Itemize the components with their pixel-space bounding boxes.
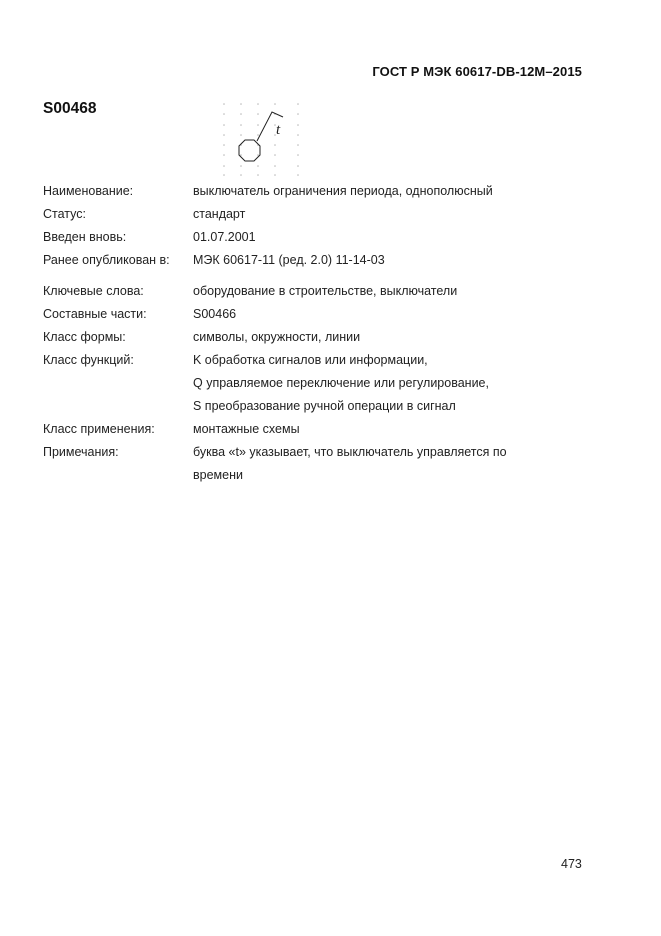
time-limit-switch-symbol-icon xyxy=(218,100,308,178)
field-label: Составные части: xyxy=(43,307,147,321)
field-value-line: S00466 xyxy=(193,307,237,321)
field-value-line: Q управляемое переключение или регулирование, xyxy=(193,376,489,390)
field-value xyxy=(193,418,603,441)
field-status xyxy=(43,203,603,226)
field-value-line: буква «t» указывает, что выключатель управляется по xyxy=(193,445,507,459)
field-name xyxy=(43,180,603,203)
field-value-line: выключатель ограничения периода, однополюсный xyxy=(193,184,493,198)
field-value-line: времени xyxy=(193,468,243,482)
page-number: 473 xyxy=(561,857,582,871)
field-components xyxy=(43,303,603,326)
field-value-line: S преобразование ручной операции в сигнал xyxy=(193,399,456,413)
field-function-class xyxy=(43,349,603,418)
field-label: Класс функций: xyxy=(43,353,134,367)
field-value xyxy=(193,326,603,349)
group-divider xyxy=(43,272,603,280)
field-label: Ранее опубликован в: xyxy=(43,253,170,267)
field-keywords xyxy=(43,280,603,303)
field-value xyxy=(193,226,603,249)
symbol-figure xyxy=(218,100,308,178)
field-value xyxy=(193,180,603,203)
field-notes xyxy=(43,441,603,487)
field-introduced xyxy=(43,226,603,249)
field-shape-class xyxy=(43,326,603,349)
symbol-id: S00468 xyxy=(43,100,97,117)
field-value-line: символы, окружности, линии xyxy=(193,330,361,344)
field-value xyxy=(193,280,603,303)
field-label: Примечания: xyxy=(43,445,119,459)
field-value xyxy=(193,441,603,487)
field-value-line: оборудование в строительстве, выключатели xyxy=(193,284,458,298)
symbol-properties xyxy=(43,180,603,487)
field-value-line: K обработка сигналов или информации, xyxy=(193,353,428,367)
field-value-line: стандарт xyxy=(193,207,246,221)
document-standard-title: ГОСТ Р МЭК 60617-DB-12M–2015 xyxy=(372,64,582,79)
field-label: Класс формы: xyxy=(43,330,126,344)
field-application-class xyxy=(43,418,603,441)
field-value xyxy=(193,203,603,226)
field-label: Введен вновь: xyxy=(43,230,127,244)
field-value xyxy=(193,249,603,272)
field-label: Наименование: xyxy=(43,184,134,198)
field-previously-published xyxy=(43,249,603,272)
symbol-letter-t: t xyxy=(276,122,281,138)
field-value-line: 01.07.2001 xyxy=(193,230,256,244)
field-value-line: монтажные схемы xyxy=(193,422,300,436)
field-label: Класс применения: xyxy=(43,422,155,436)
field-value xyxy=(193,303,603,326)
field-label: Ключевые слова: xyxy=(43,284,144,298)
field-value-line: МЭК 60617-11 (ред. 2.0) 11-14-03 xyxy=(193,253,385,267)
field-label: Статус: xyxy=(43,207,86,221)
field-value xyxy=(193,349,603,418)
